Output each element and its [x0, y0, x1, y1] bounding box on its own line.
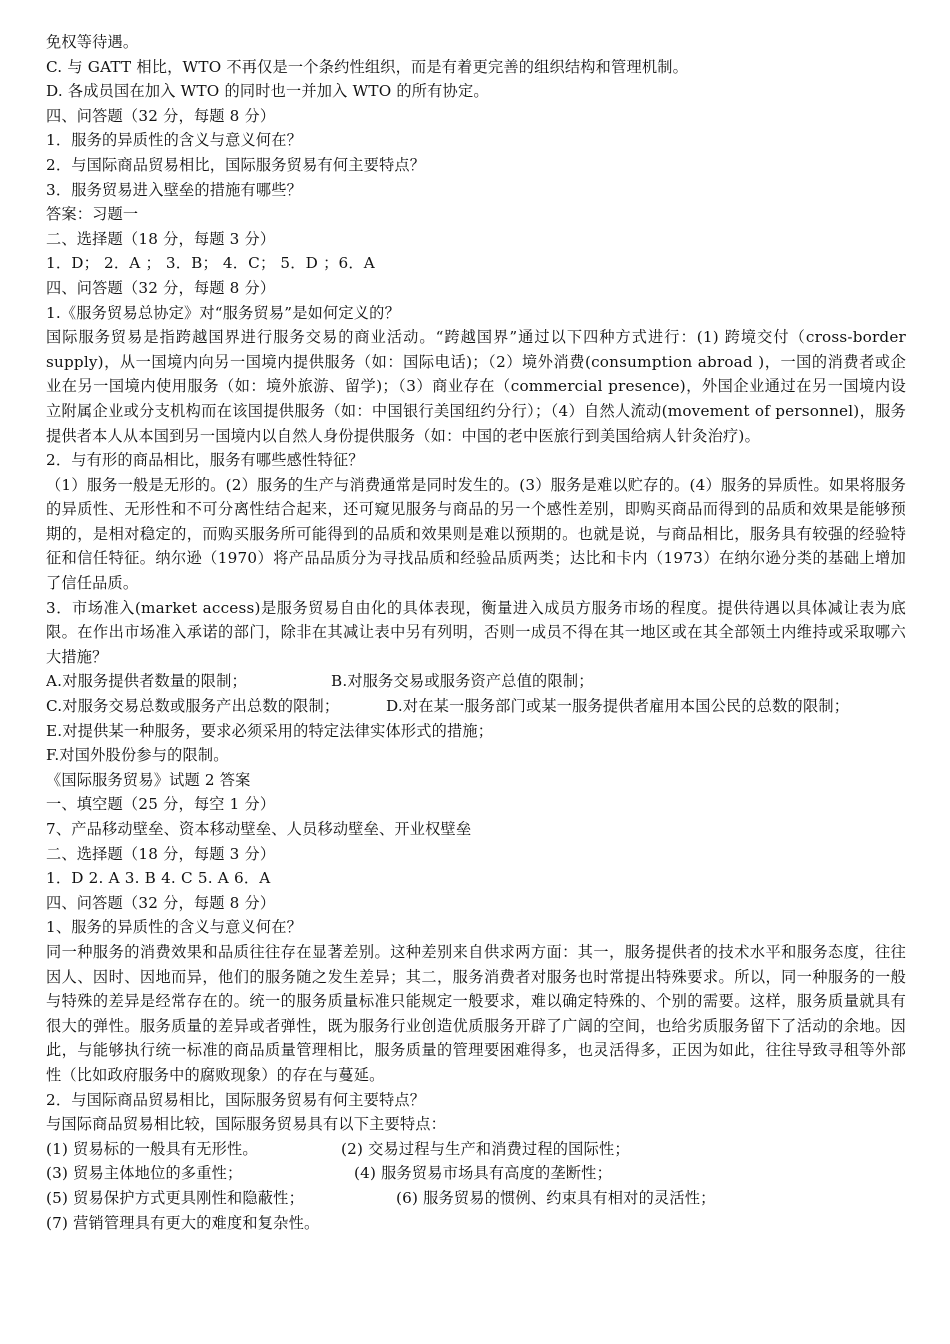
- section-heading: 二、选择题（18 分，每题 3 分）: [46, 229, 276, 248]
- answer-heading: 答案：习题一: [46, 205, 139, 224]
- answer-key-line: 7、产品移动壁垒、资本移动壁垒、人员移动壁垒、开业权壁垒: [46, 820, 472, 838]
- answer-key-line: 1．D； 2．A ； 3．B； 4．C； 5．D ；6．A: [46, 254, 375, 273]
- measure-item: D.对在某一服务部门或某一服务提供者雇用本国公民的总数的限制；: [386, 697, 850, 716]
- question-paragraph: 3．市场准入(market access)是服务贸易自由化的具体表现，衡量进入成员方服务市场的程度。提供待遇以具体减让表为底限。在作出市场准入承诺的部门，除非在其减让表中另有列明，否则一成员不得在其一地区或在其全部领土内维持或采取哪六大措施？: [46, 598, 906, 666]
- text-line: 免权等待遇。: [46, 33, 139, 51]
- measure-item: E.对提供某一种服务，要求必须采用的特定法律实体形式的措施；: [46, 721, 494, 740]
- measure-item: C.对服务交易总数或服务产出总数的限制；: [46, 697, 340, 716]
- feature-row: [46, 1161, 906, 1186]
- question-line: 3．服务贸易进入壁垒的措施有哪些？: [46, 180, 303, 199]
- feature-item: (1) 贸易标的一般具有无形性。: [46, 1139, 258, 1158]
- measure-item: B.对服务交易或服务资产总值的限制；: [331, 672, 594, 691]
- text-line: 与国际商品贸易相比较，国际服务贸易具有以下主要特点：: [46, 1115, 447, 1134]
- answer-key-line: 1．D 2. A 3. B 4. C 5. A 6．A: [46, 869, 271, 888]
- feature-row: [46, 1137, 906, 1162]
- question-line: 2．与有形的商品相比，服务有哪些感性特征？: [46, 451, 364, 470]
- question-line: 2．与国际商品贸易相比，国际服务贸易有何主要特点？: [46, 1090, 426, 1109]
- measure-item: F.对国外股份参与的限制。: [46, 746, 229, 765]
- measure-item: A.对服务提供者数量的限制；: [46, 672, 247, 691]
- section-heading: 二、选择题（18 分，每题 3 分）: [46, 844, 276, 863]
- feature-item: (3) 贸易主体地位的多重性；: [46, 1164, 243, 1183]
- feature-item: (5) 贸易保护方式更具刚性和隐蔽性；: [46, 1188, 304, 1207]
- document-title: 《国际服务贸易》试题 2 答案: [46, 770, 251, 789]
- feature-row: [46, 1186, 906, 1211]
- question-line: 1．服务的异质性的含义与意义何在？: [46, 131, 303, 150]
- section-heading: 四、问答题（32 分，每题 8 分）: [46, 106, 276, 125]
- answer-paragraph: （1）服务一般是无形的。(2）服务的生产与消费通常是同时发生的。(3）服务是难以贮存的。(4）服务的异质性。如果将服务的异质性、无形性和不可分离性结合起来，还可窥见服务与商品的另一个感性差别，即购买商品而得到的品质和效果是能够预期的，是相对稳定的，而购买服务所可能得到的品质和效果则是难以预期的。也就是说，与商品相比，服务具有较强的经验特征和信任特征。纳尔逊（1970）将产品品质分为寻找品质和经验品质两类；达比和卡内（1973）在纳尔逊分类的基础上增加了信任品质。: [46, 475, 906, 593]
- section-heading: 一、填空题（25 分，每空 1 分）: [46, 795, 276, 814]
- question-line: 1.《服务贸易总协定》对“服务贸易”是如何定义的？: [46, 303, 400, 322]
- feature-item: (6) 服务贸易的惯例、约束具有相对的灵活性；: [396, 1188, 716, 1207]
- question-line: 1、服务的异质性的含义与意义何在？: [46, 918, 303, 937]
- feature-item: (4) 服务贸易市场具有高度的垄断性；: [354, 1164, 612, 1183]
- answer-paragraph: 同一种服务的消费效果和品质往往存在显著差别。这种差别来自供求两方面：其一，服务提供者的技术水平和服务态度，往往因人、因时、因地而异，他们的服务随之发生差异；其二，服务消费者对服务也时常提出特殊要求。所以，同一种服务的一般与特殊的差异是经常存在的。统一的服务质量标准只能规定一般要求，难以确定特殊的、个别的需要。这样，服务质量就具有很大的弹性。服务质量的差异或者弹性，既为服务行业创造优质服务开辟了广阔的空间，也给劣质服务留下了活动的余地。因此，与能够执行统一标准的商品质量管理相比，服务质量的管理要困难得多，也灵活得多，正因为如此，往往导致寻租等外部性（比如政府服务中的腐败现象）的存在与蔓延。: [46, 942, 906, 1084]
- feature-item: (7) 营销管理具有更大的难度和复杂性。: [46, 1213, 320, 1232]
- answer-paragraph: 国际服务贸易是指跨越国界进行服务交易的商业活动。“跨越国界”通过以下四种方式进行：(1) 跨境交付（cross-border supply)，从一国境内向另一国境内提供服务（如：国际电话)；（2）境外消费(consumption abroad )，一国的消费者或企业在另一国境内使用服务（如：境外旅游、留学)；（3）商业存在（commercial presence)，外国企业通过在另一国境内设立附属企业或分支机构而在该国提供服务（如：中国银行美国纽约分行）；（4）自然人流动(movement of personnel)，服务提供者本人从本国到另一国境内以自然人身份提供服务（如：中国的老中医旅行到美国给病人针灸治疗)。: [46, 328, 906, 445]
- measure-row: [46, 669, 906, 694]
- option-d-line: D. 各成员国在加入 WTO 的同时也一并加入 WTO 的所有协定。: [46, 82, 489, 101]
- option-c-line: C. 与 GATT 相比，WTO 不再仅是一个条约性组织，而是有着更完善的组织结构和管理机制。: [46, 57, 688, 76]
- feature-item: (2) 交易过程与生产和消费过程的国际性；: [341, 1139, 630, 1158]
- measure-row: [46, 694, 906, 719]
- section-heading: 四、问答题（32 分，每题 8 分）: [46, 278, 276, 297]
- section-heading: 四、问答题（32 分，每题 8 分）: [46, 893, 276, 912]
- question-line: 2．与国际商品贸易相比，国际服务贸易有何主要特点？: [46, 155, 426, 174]
